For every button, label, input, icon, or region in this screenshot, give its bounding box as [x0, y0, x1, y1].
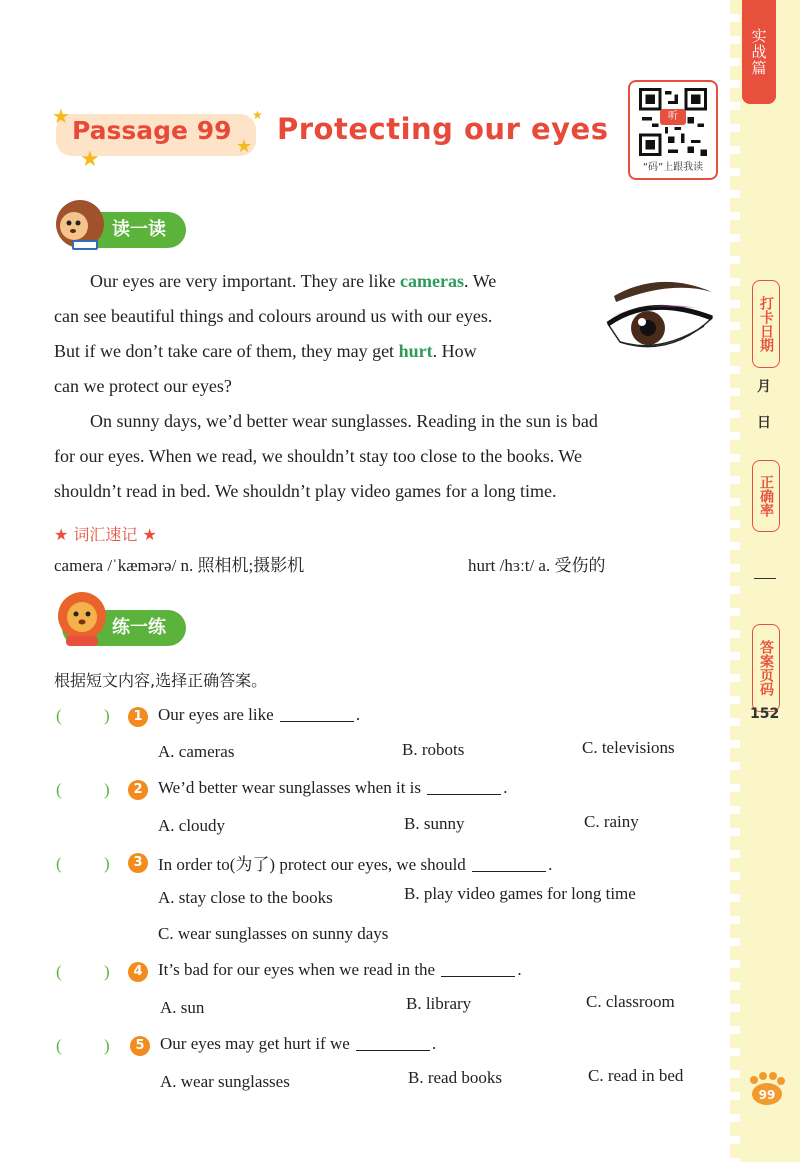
- vocab-heading: ★ 词汇速记 ★: [54, 525, 157, 544]
- q1-option-a[interactable]: A. cameras: [158, 742, 235, 761]
- keyword-cameras: cameras: [400, 271, 465, 291]
- blank-line: [280, 721, 354, 722]
- star-icon: ★: [236, 136, 253, 156]
- star-icon: ★: [52, 106, 70, 128]
- q4-option-a[interactable]: A. sun: [160, 998, 205, 1017]
- passage-paragraph-2: On sunny days, we’d better wear sunglasses. Reading in the sun is bad for our eyes. When we read, we shouldn’t stay too close to the books. We shouldn’t read in bed. We shouldn’t play video games for a long time.: [54, 411, 598, 501]
- question-3-text: In order to(为了) protect our eyes, we should .: [158, 855, 553, 874]
- section-tab: 实战篇: [742, 0, 776, 104]
- page-number: 99: [758, 1088, 776, 1102]
- q2-option-a[interactable]: A. cloudy: [158, 816, 226, 835]
- q4-option-c[interactable]: C. classroom: [586, 992, 675, 1011]
- q2-option-b[interactable]: B. sunny: [404, 814, 465, 833]
- question-number-3: 3: [128, 853, 148, 873]
- month-label: 月: [757, 379, 771, 395]
- listen-badge: 听: [660, 109, 686, 125]
- blank-line: [441, 976, 515, 977]
- question-5-text: Our eyes may get hurt if we .: [160, 1034, 437, 1053]
- star-icon: ★: [80, 146, 100, 171]
- question-number-1: 1: [128, 707, 148, 727]
- q3-option-b[interactable]: B. play video games for long time: [404, 884, 636, 903]
- blank-line: [356, 1050, 430, 1051]
- q5-option-b[interactable]: B. read books: [408, 1068, 502, 1087]
- question-4-text: It’s bad for our eyes when we read in the .: [158, 960, 522, 979]
- q4-option-b[interactable]: B. library: [406, 994, 472, 1013]
- practice-banner: 练一练: [62, 610, 186, 646]
- answer-page-number: 152: [750, 706, 780, 722]
- question-1-text: Our eyes are like .: [158, 705, 361, 724]
- instruction-text: 根据短文内容,选择正确答案。: [54, 671, 268, 690]
- q2-option-c[interactable]: C. rainy: [584, 812, 639, 831]
- paw-icon: [748, 1072, 786, 1106]
- question-2-text: We’d better wear sunglasses when it is .: [158, 778, 508, 797]
- passage-title: Protecting our eyes: [277, 112, 609, 146]
- reading-banner: 读一读: [62, 212, 186, 248]
- blank-line: [427, 794, 501, 795]
- q1-option-b[interactable]: B. robots: [402, 740, 465, 759]
- q1-option-c[interactable]: C. televisions: [582, 738, 675, 757]
- lion-mascot-icon: [54, 590, 110, 648]
- hedgehog-mascot-icon: [48, 196, 108, 256]
- answer-page-label: 答案页码: [752, 624, 780, 712]
- q5-option-c[interactable]: C. read in bed: [588, 1066, 684, 1085]
- side-strip: [737, 0, 800, 1162]
- accuracy-dash: [754, 578, 776, 579]
- vocab-entry-hurt: hurt /hɜːt/ a. 受伤的: [468, 556, 606, 575]
- vocab-entry-camera: camera /ˈkæmərə/ n. 照相机;摄影机: [54, 556, 305, 575]
- question-number-5: 5: [130, 1036, 150, 1056]
- q3-option-c[interactable]: C. wear sunglasses on sunny days: [158, 924, 389, 943]
- q5-option-a[interactable]: A. wear sunglasses: [160, 1072, 290, 1091]
- day-label: 日: [757, 415, 771, 431]
- checkin-date-label: 打卡日期: [752, 280, 780, 368]
- q3-option-a[interactable]: A. stay close to the books: [158, 888, 333, 907]
- question-number-4: 4: [128, 962, 148, 982]
- eye-illustration: [600, 272, 718, 368]
- question-number-2: 2: [128, 780, 148, 800]
- blank-line: [472, 871, 546, 872]
- star-icon: ★: [252, 108, 263, 122]
- accuracy-label: 正确率: [752, 460, 780, 532]
- qr-box[interactable]: [628, 80, 718, 180]
- qr-caption: “码”上跟我读: [642, 162, 704, 173]
- passage-label: Passage 99: [72, 116, 232, 145]
- passage-paragraph-1: Our eyes are very important. They are like cameras. We can see beautiful things and colours around us with our eyes. But if we don’t take care of them, they may get hurt. How can we protect our eyes?: [54, 271, 497, 396]
- keyword-hurt: hurt: [398, 341, 433, 361]
